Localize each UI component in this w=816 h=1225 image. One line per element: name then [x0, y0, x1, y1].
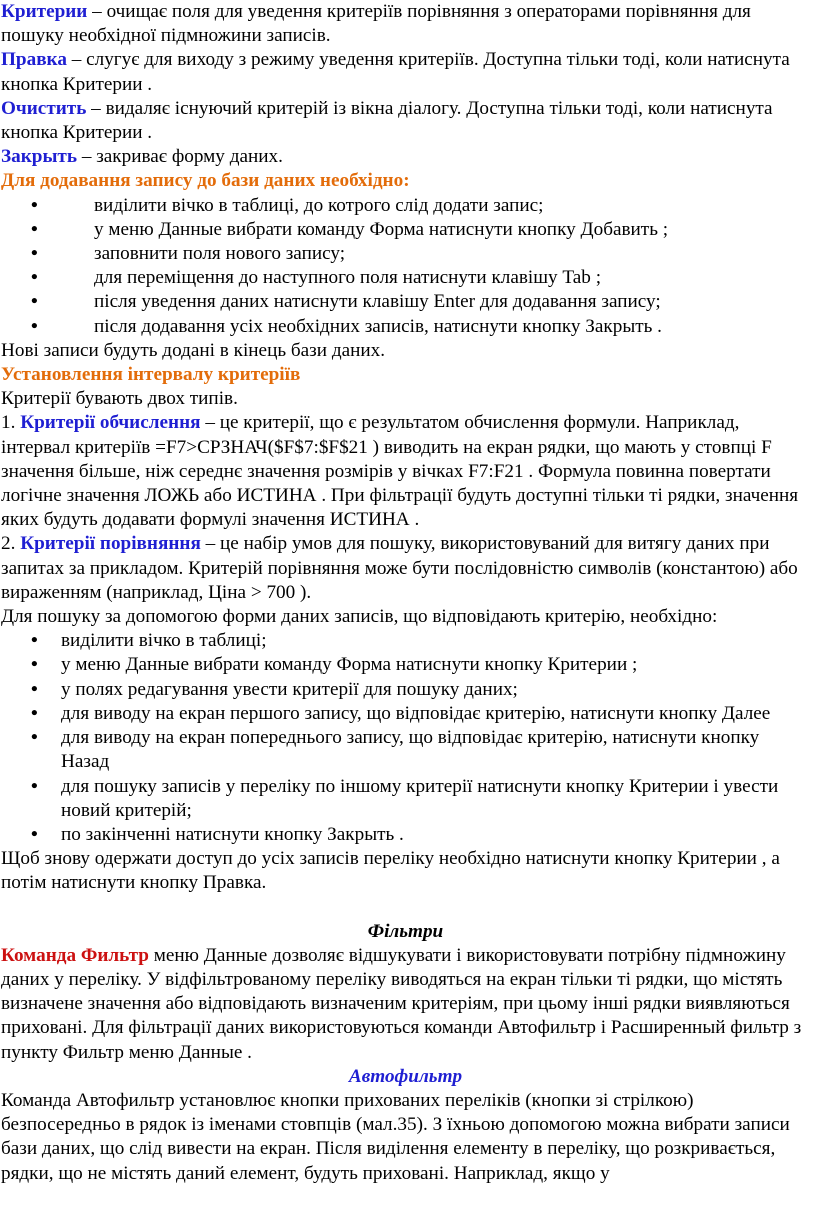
definition-criteria: Критерии – очищає поля для уведення критеріїв порівняння з операторами порівняння для пошуку необхідної підмножини записів.: [1, 1, 751, 47]
list-item: • у меню Данные вибрати команду Форма натиснути кнопку Добавить ;: [1, 218, 810, 242]
term-criteria: Критерии: [1, 1, 88, 22]
list-item: • заповнити поля нового запису;: [1, 242, 810, 266]
criteria-comparison: 2. Критерії порівняння – це набір умов для пошуку, використовуваний для витягу даних при запитах за прикладом. Критерій порівняння може бути послідовністю символів (константою) або вираженням (наприклад, Ціна > 700 ).: [1, 533, 798, 603]
definition-edit: Правка – слугує для виходу з режиму уведення критеріїв. Доступна тільки тоді, коли натиснута кнопка Критерии .: [1, 49, 790, 95]
search-note: Щоб знову одержати доступ до усіх записів переліку необхідно натиснути кнопку Критерии , а потім натиснути кнопку Правка.: [1, 848, 780, 894]
autofilter-paragraph: Команда Автофильтр установлює кнопки прихованих переліків (кнопки зі стрілкою) безпосередньо в рядок із іменами стовпців (мал.35). З їхньою допомогою можна вибрати записи бази даних, що слід вивести на екран. Після виділення елементу в переліку, що розкривається, рядки, що не містять даний елемент, будуть приховані. Наприклад, якщо у: [1, 1089, 790, 1184]
filters-heading: Фільтри: [367, 920, 444, 942]
list-item: • для пошуку записів у переліку по іншому критерії натиснути кнопку Критерии і увести новий критерій;: [1, 775, 810, 823]
list-item: • по закінченні натиснути кнопку Закрыть .: [1, 823, 810, 847]
search-intro: Для пошуку за допомогою форми даних записів, що відповідають критерію, необхідно:: [1, 606, 718, 628]
term-filter-command: Команда Фильтр: [1, 944, 149, 966]
list-item: • для виводу на екран попереднього запису, що відповідає критерію, натиснути кнопку Назад: [1, 726, 810, 774]
add-record-heading: Для додавання запису до бази даних необхідно:: [1, 170, 410, 192]
autofilter-heading: Автофильтр: [348, 1065, 463, 1087]
list-item: • у меню Данные вибрати команду Форма натиснути кнопку Критерии ;: [1, 653, 810, 677]
add-steps-list: [1, 194, 810, 339]
term-clear: Очистить: [1, 97, 87, 119]
definition-close: Закрыть – закриває форму даних.: [1, 146, 283, 168]
blank-line: [1, 896, 810, 920]
list-item: • у полях редагування увести критерії для пошуку даних;: [1, 678, 810, 702]
list-item: • для переміщення до наступного поля натиснути клавішу Tab ;: [1, 266, 810, 290]
search-steps-list: [1, 629, 810, 847]
add-note: Нові записи будуть додані в кінець бази даних.: [1, 339, 386, 361]
criteria-calculation: 1. Критерії обчислення – це критерії, що є результатом обчислення формули. Наприклад, інтервал критеріїв =F7>СРЗНАЧ($F$7:$F$21 ) виводить на екран рядки, що мають у стовпці F значення більше, ніж середнє значення розмірів у вічках F7:F21 . Формула повинна повертати логічне значення ЛОЖЬ або ИСТИНА . При фільтрації будуть доступні тільки ті рядки, значення яких будуть додавати формулі значення ИСТИНА .: [1, 412, 799, 531]
list-item: • для виводу на екран першого запису, що відповідає критерію, натиснути кнопку Далее: [1, 702, 810, 726]
term-edit: Правка: [1, 49, 67, 71]
list-item: • після додавання усіх необхідних записів, натиснути кнопку Закрыть .: [1, 315, 810, 339]
term-calc-criteria: Критерії обчислення: [20, 412, 201, 434]
term-compare-criteria: Критерії порівняння: [20, 533, 201, 555]
interval-intro: Критерії бувають двох типів.: [1, 388, 238, 410]
interval-heading: Установлення інтервалу критеріїв: [1, 364, 301, 386]
filter-paragraph: Команда Фильтр меню Данные дозволяє відшукувати і використовувати потрібну підмножину даних у переліку. У відфільтрованому переліку виводяться на екран тільки ті рядки, що містять визначене значення або відповідають визначеним критеріям, при цьому інші рядки виявляються приховані. Для фільтрації даних використовуються команди Автофильтр і Расширенный фильтр з пункту Фильтр меню Данные .: [1, 944, 802, 1063]
definition-clear: Очистить – видаляє існуючий критерій із вікна діалогу. Доступна тільки тоді, коли натиснута кнопка Критерии .: [1, 97, 773, 144]
term-close: Закрыть: [1, 146, 78, 168]
list-item: • виділити вічко в таблиці;: [1, 629, 810, 653]
list-item: • після уведення даних натиснути клавішу Enter для додавання запису;: [1, 290, 810, 314]
list-item: • виділити вічко в таблиці, до котрого слід додати запис;: [1, 194, 810, 218]
